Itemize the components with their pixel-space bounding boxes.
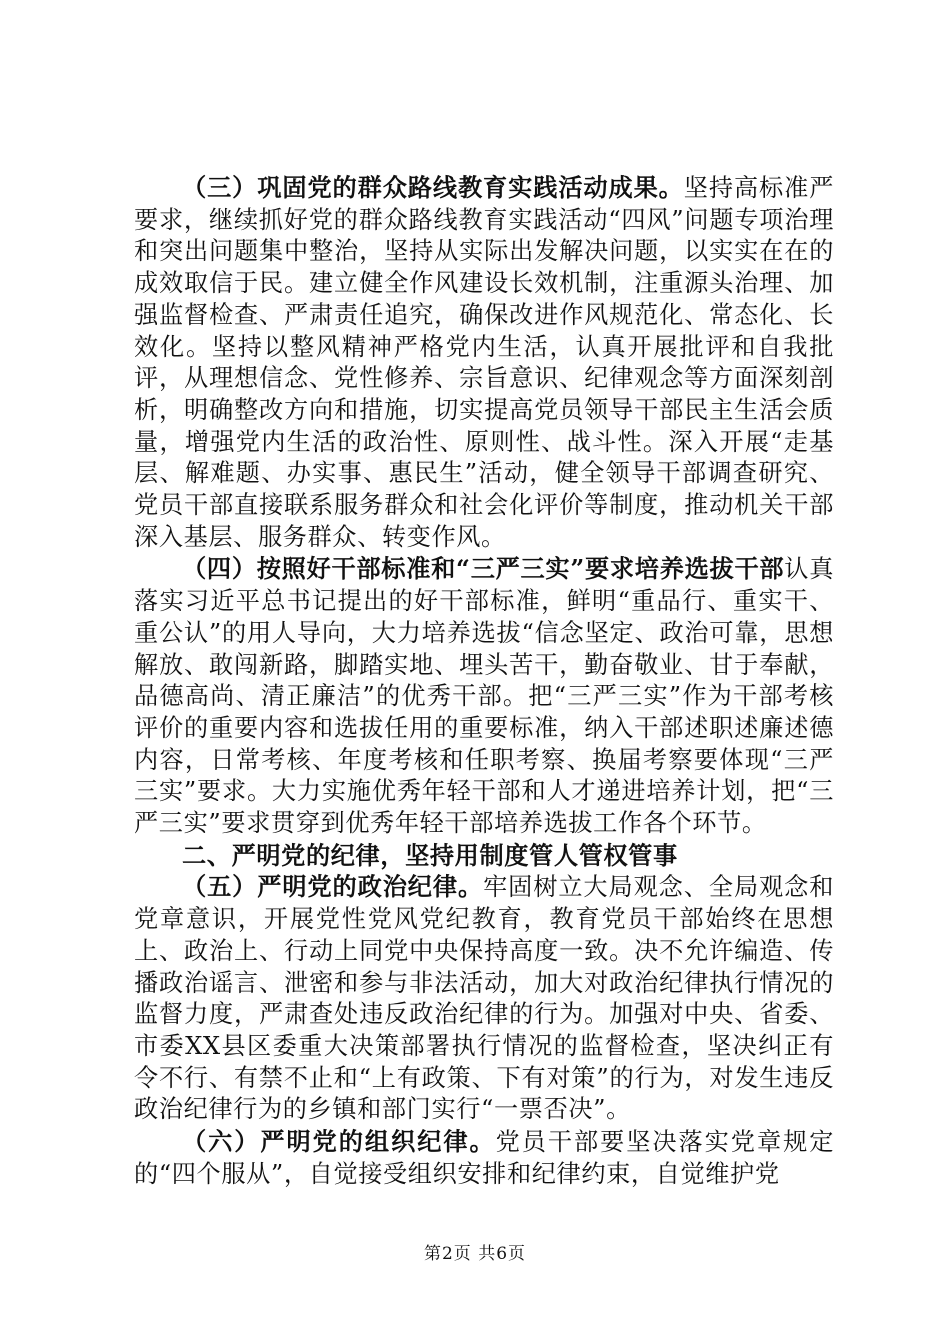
paragraph-6-lead: （六）严明党的组织纪律。 [182,1127,496,1157]
paragraph-5 [134,871,834,1126]
page-footer: 第2页 共6页 [423,1244,527,1264]
document-page [134,172,834,1191]
paragraph-6-body: 党员干部要坚决落实党章规定的“四个服从”，自觉接受组织安排和纪律约束，自觉维护党 [134,1128,834,1188]
paragraph-3-lead: （三）巩固党的群众路线教育实践活动成果。 [182,173,684,202]
paragraph-3-body: 坚持高标准严要求，继续抓好党的群众路线教育实践活动“四风”问题专项治理和突出问题集中整治，坚持从实际出发解决问题，以实实在在的成效取信于民。建立健全作风建设长效机制，注重源头治理、加强监督检查、严肃责任追究，确保改进作风规范化、常态化、长效化。坚持以整风精神严格党内生活，认真开展批评和自我批评，从理想信念、党性修养、宗旨意识、纪律观念等方面深刻剖析，明确整改方向和措施，切实提高党员领导干部民主生活会质量，增强党内生活的政治性、原则性、战斗性。深入开展“走基层、解难题、办实事、惠民生”活动，健全领导干部调查研究、党员干部直接联系服务群众和社会化评价等制度，推动机关干部深入基层、服务群众、转变作风。 [134,174,834,551]
paragraph-3 [134,172,834,553]
paragraph-4-lead: （四）按照好干部标准和“三严三实”要求培养选拔干部 [182,554,785,584]
paragraph-5-body: 牢固树立大局观念、全局观念和党章意识，开展党性党风党纪教育，教育党员干部始终在思想上、政治上、行动上同党中央保持高度一致。决不允许编造、传播政治谣言、泄密和参与非法活动，加大对政治纪律执行情况的监督力度，严肃查处违反政治纪律的行为。加强对中央、省委、市委XX县区委重大决策部署执行情况的监督检查，坚决纠正有令不行、有禁不止和“上有政策、下有对策”的行为，对发生违反政治纪律行为的乡镇和部门实行“一票否决”。 [134,873,834,1124]
paragraph-4-body: 认真落实习近平总书记提出的好干部标准，鲜明“重品行、重实干、重公认”的用人导向，大力培养选拔“信念坚定、政治可靠，思想解放、敢闯新路，脚踏实地、埋头苦干，勤奋敬业、甘于奉献，品德高尚、清正廉洁”的优秀干部。把“三严三实”作为干部考核评价的重要内容和选拔任用的重要标准，纳入干部述职述廉述德内容，日常考核、年度考核和任职考察、换届考察要体现“三严三实”要求。大力实施优秀年轻干部和人才递进培养计划，把“三严三实”要求贯穿到优秀年轻干部培养选拔工作各个环节。 [134,555,834,838]
paragraph-4 [134,553,834,839]
paragraph-5-lead: （五）严明党的政治纪律。 [182,872,484,902]
paragraph-6 [134,1126,834,1190]
section-heading-2: 二、严明党的纪律，坚持用制度管人管权管事 [182,840,678,870]
